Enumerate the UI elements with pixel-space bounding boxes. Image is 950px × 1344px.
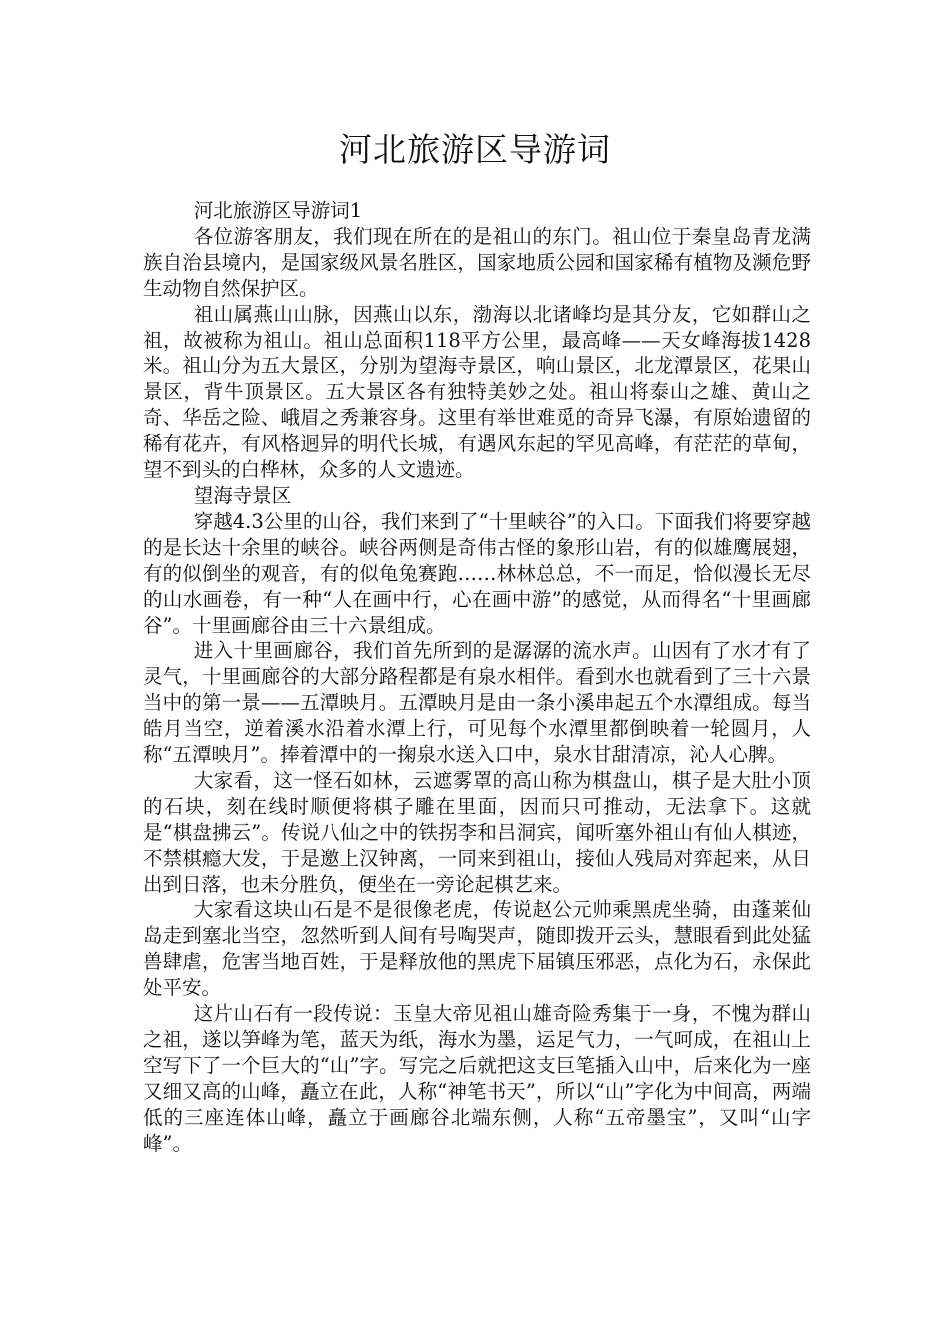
paragraph: 进入十里画廊谷，我们首先所到的是潺潺的流水声。山因有了水才有了灵气，十里画廊谷的大部分路程都是有泉水相伴。看到水也就看到了三十六景当中的第一景——五潭映月。五潭映月是由一条小溪串起五个水潭组成。每当皓月当空，逆着溪水沿着水潭上行，可见每个水潭里都倒映着一轮圆月，人称“五潭映月”。捧着潭中的一掬泉水送入口中，泉水甘甜清凉，沁人心脾。 xyxy=(143,639,811,767)
section-heading: 河北旅游区导游词1 xyxy=(193,199,363,222)
paragraph: 大家看，这一怪石如林，云遮雾罩的高山称为棋盘山，棋子是大肚小顶的石块，刻在线时顺便将棋子雕在里面，因而只可推动，无法拿下。这就是“棋盘拂云”。传说八仙之中的铁拐李和吕洞宾，闻听塞外祖山有仙人棋迹，不禁棋瘾大发，于是邀上汉钟离，一同来到祖山，接仙人残局对弈起来，从日出到日落，也未分胜负，便坐在一旁论起棋艺来。 xyxy=(143,768,811,896)
paragraph: 祖山属燕山山脉，因燕山以东，渤海以北诸峰均是其分友，它如群山之祖，故被称为祖山。祖山总面积118平方公里，最高峰——天女峰海拔1428米。祖山分为五大景区，分别为望海寺景区，响山景区，北龙潭景区，花果山景区，背牛顶景区。五大景区各有独特美妙之处。祖山将泰山之雄、黄山之奇、华岳之险、峨眉之秀兼容身。这里有举世难觅的奇异飞瀑，有原始遗留的稀有花卉，有风格迥异的明代长城，有遇风东起的罕见高峰，有茫茫的草甸，望不到头的白桦林，众多的人文遗迹。 xyxy=(143,302,811,482)
paragraph: 各位游客朋友，我们现在所在的是祖山的东门。祖山位于秦皇岛青龙满族自治县境内，是国家级风景名胜区，国家地质公园和国家稀有植物及濒危野生动物自然保护区。 xyxy=(143,224,811,300)
paragraph: 穿越4.3公里的山谷，我们来到了“十里峡谷”的入口。下面我们将要穿越的是长达十余里的峡谷。峡谷两侧是奇伟古怪的象形山岩，有的似雄鹰展翅，有的似倒坐的观音，有的似龟兔赛跑……林林总总，不一而足，恰似漫长无尽的山水画卷，有一种“人在画中行，心在画中游”的感觉，从而得名“十里画廊谷”。十里画廊谷由三十六景组成。 xyxy=(143,509,811,637)
paragraph: 大家看这块山石是不是很像老虎，传说赵公元帅乘黑虎坐骑，由蓬莱仙岛走到塞北当空，忽然听到人间有号啕哭声，随即拨开云头，慧眼看到此处猛兽肆虐，危害当地百姓，于是释放他的黑虎下届镇压邪恶，点化为石，永保此处平安。 xyxy=(143,898,811,1000)
section-heading: 望海寺景区 xyxy=(193,483,292,507)
paragraph: 这片山石有一段传说：玉皇大帝见祖山雄奇险秀集于一身，不愧为群山之祖，遂以笋峰为笔，蓝天为纸，海水为墨，运足气力，一气呵成，在祖山上空写下了一个巨大的“山”字。写完之后就把这支巨笔插入山中，后来化为一座又细又高的山峰，矗立在此，人称“神笔书天”，所以“山”字化为中间高，两端低的三座连体山峰，矗立于画廊谷北端东侧，人称“五帝墨宝”，又叫“山字峰”。 xyxy=(143,1002,811,1155)
document-title: 河北旅游区导游词 xyxy=(339,130,611,169)
document-body xyxy=(143,198,811,1157)
